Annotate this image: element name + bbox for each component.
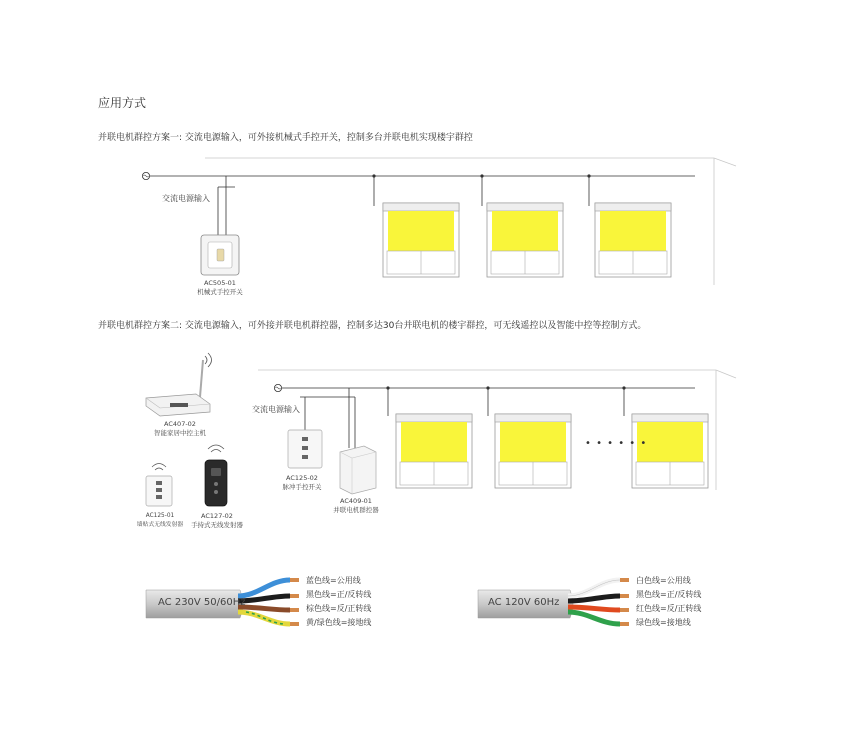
plan1-switch-name: 机械式手控开关 xyxy=(197,288,243,296)
plan2-hub-model: AC407-02 xyxy=(164,420,196,428)
plan1-title: 并联电机群控方案一: 交流电源输入，可外接机械式手控开关，控制多台并联电机实现楼宇群控 xyxy=(98,133,473,143)
ac230-wire-4: 黄/绿色线=接地线 xyxy=(306,618,372,627)
page-title: 应用方式 xyxy=(98,96,147,110)
cable-ac230-label: AC 230V 50/60Hz xyxy=(158,597,246,608)
ac120-wire-1: 白色线=公用线 xyxy=(636,576,691,585)
plan1-switch-model: AC505-01 xyxy=(204,279,236,287)
plan2-power-label: 交流电源输入 xyxy=(252,405,300,414)
ac120-red-wire xyxy=(568,607,620,610)
ac120-wire-2: 黑色线=正/反转线 xyxy=(636,590,702,599)
plan2-wall-tx-model: AC125-01 xyxy=(145,513,175,519)
ac230-wire-legend xyxy=(306,576,371,628)
ac120-wire-4: 绿色线=接地线 xyxy=(636,618,691,627)
ac230-wire-3: 棕色线=反/正转线 xyxy=(306,604,372,613)
ac120-wire-3: 红色线=反/正转线 xyxy=(636,604,702,613)
ac230-wire-2: 黑色线=正/反转线 xyxy=(306,590,372,599)
plan2-more-motors: • • • • • • xyxy=(585,438,648,449)
plan2-pulse-name: 脉冲手控开关 xyxy=(282,483,322,491)
cable-ac120-label: AC 120V 60Hz xyxy=(488,597,560,608)
plan2-hub-name: 智能家居中控主机 xyxy=(154,429,206,437)
plan2-wall-tx-name: 墙贴式无线发射器 xyxy=(136,522,184,528)
ac230-brown-wire xyxy=(238,607,290,610)
plan2-title: 并联电机群控方案二: 交流电源输入，可外接并联电机群控器，控制多达30台并联电机的楼宇群控，可无线遥控以及智能中控等控制方式。 xyxy=(98,321,647,331)
plan2-handheld-name: 手持式无线发射器 xyxy=(191,521,243,529)
plan2-group-model: AC409-01 xyxy=(340,497,372,505)
ac120-wire-legend xyxy=(636,576,701,628)
plan1-power-label: 交流电源输入 xyxy=(162,194,210,203)
ac230-blue-wire xyxy=(238,580,290,596)
ac230-wire-1: 蓝色线=公用线 xyxy=(306,576,361,585)
plan2-group-name: 并联电机群控器 xyxy=(333,506,379,514)
plan2-handheld-model: AC127-02 xyxy=(201,512,233,520)
ac120-green-wire xyxy=(568,612,620,624)
plan2-pulse-model: AC125-02 xyxy=(286,474,318,482)
